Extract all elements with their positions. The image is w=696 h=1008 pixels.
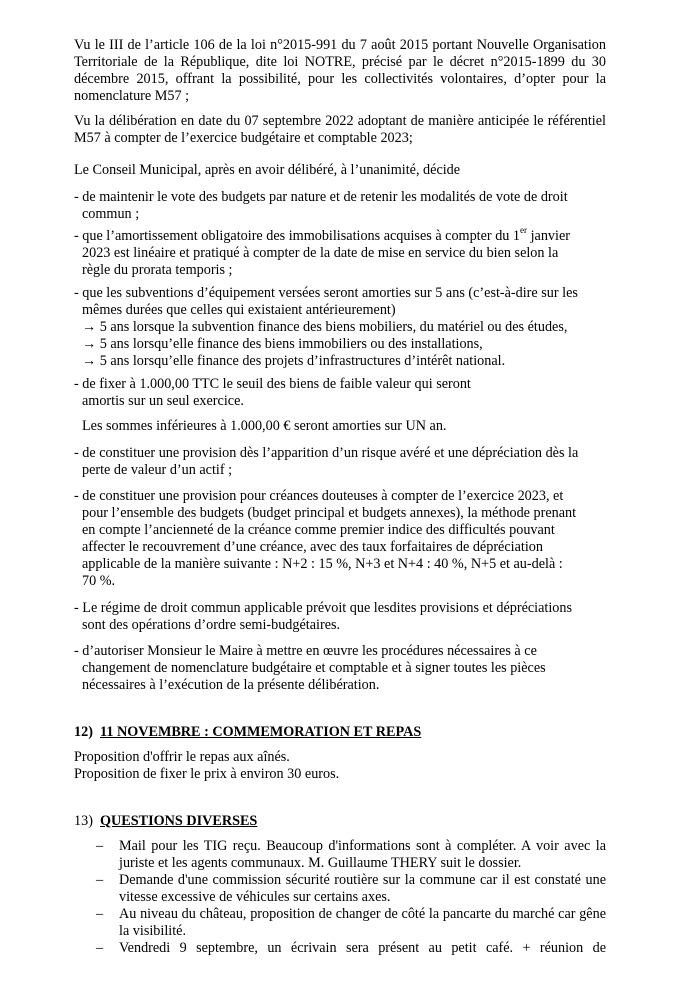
- section-number: 13): [74, 813, 93, 829]
- section-title: 11 NOVEMBRE : COMMEMORATION ET REPAS: [100, 724, 422, 740]
- decision-line: 2023 est linéaire et pratiqué à compter de la date de mise en service du bien selon la: [82, 245, 559, 261]
- decision-vote-budgets: [74, 189, 606, 223]
- decision-provision-risque: [74, 445, 606, 479]
- superscript-er: er: [520, 225, 528, 235]
- vu-paragraph-loi-notre: Vu le III de l’article 106 de la loi n°2015-991 du 7 août 2015 portant Nouvelle Organisation Territoriale de la République, dite loi NOTRE, précisé par le décret n°2015-1899 du 30 décembre 2015, offrant la possibilité, pour les collectivités volontaires, d’opter pour la nomenclature M57 ;: [74, 37, 606, 104]
- decision-line: - de maintenir le vote des budgets par nature et de retenir les modalités de vote de droit: [74, 189, 568, 205]
- decision-line: commun ;: [82, 206, 140, 222]
- decision-regime-droit-commun: [74, 600, 606, 634]
- section-12-heading: [74, 724, 606, 741]
- decision-line: - d’autoriser Monsieur le Maire à mettre en œuvre les procédures nécessaires à ce: [74, 643, 537, 659]
- decision-line: - que l’amortissement obligatoire des immobilisations acquises à compter du 1er janvier: [74, 225, 570, 244]
- decision-line: - de constituer une provision pour créances douteuses à compter de l’exercice 2023, et: [74, 488, 564, 504]
- decision-line: nécessaires à l’exécution de la présente délibération.: [82, 677, 380, 693]
- section-number: 12): [74, 724, 93, 740]
- decision-line: applicable de la manière suivante : N+2 : 15 %, N+3 et N+4 : 40 %, N+5 et au-delà :: [82, 556, 563, 572]
- decision-line: pour l’ensemble des budgets (budget principal et budgets annexes), la méthode prenant: [82, 505, 577, 521]
- arrow-line: → 5 ans lorsqu’elle finance des biens immobiliers ou des installations,: [82, 336, 483, 352]
- decision-note-sommes: Les sommes inférieures à 1.000,00 € seront amorties sur UN an.: [82, 418, 447, 434]
- arrow-line: → 5 ans lorsqu’elle finance des projets d’infrastructures d’intérêt national.: [82, 353, 506, 369]
- decision-creances-douteuses: [74, 488, 606, 590]
- list-item: – Mail pour les TIG reçu. Beaucoup d'informations sont à compléter. A voir avec la juriste et les agents communaux. M. Guillaume THERY suit le dossier.: [96, 838, 606, 871]
- vu-paragraph-deliberation: Vu la délibération en date du 07 septembre 2022 adoptant de manière anticipée le référentiel M57 à compter de l’exercice budgétaire et comptable 2023;: [74, 113, 606, 146]
- decision-seuil-faible-valeur: [74, 376, 606, 410]
- dash-bullet-icon: –: [96, 906, 104, 922]
- section-line: Proposition d'offrir le repas aux aînés.: [74, 749, 290, 765]
- decision-line: changement de nomenclature budgétaire et comptable et à signer toutes les pièces: [82, 660, 546, 676]
- decision-line: - de constituer une provision dès l’apparition d’un risque avéré et une dépréciation dès la: [74, 445, 579, 461]
- decision-line: amortis sur un seul exercice.: [82, 393, 244, 409]
- decision-line: - Le régime de droit commun applicable prévoit que lesdites provisions et dépréciations: [74, 600, 572, 616]
- decision-line: mêmes durées que celles qui existaient antérieurement): [82, 302, 396, 318]
- section-line: Proposition de fixer le prix à environ 30 euros.: [74, 766, 340, 782]
- questions-diverses-list: [96, 838, 606, 957]
- section-12-body: [74, 749, 606, 783]
- arrow-line: → 5 ans lorsque la subvention finance des biens mobiliers, du matériel ou des études,: [82, 319, 568, 335]
- dash-bullet-icon: –: [96, 940, 104, 956]
- section-13-heading: [74, 813, 606, 830]
- decision-line: 70 %.: [82, 573, 116, 589]
- decision-line: perte de valeur d’un actif ;: [82, 462, 233, 478]
- dash-bullet-icon: –: [96, 838, 104, 854]
- decision-amortissement: [74, 225, 606, 279]
- decision-line: - que les subventions d’équipement versées seront amorties sur 5 ans (c’est-à-dire sur les: [74, 285, 578, 301]
- decision-line: règle du prorata temporis ;: [82, 262, 233, 278]
- list-item: – Vendredi 9 septembre, un écrivain sera présent au petit café. + réunion de: [96, 940, 606, 956]
- decision-line: - de fixer à 1.000,00 TTC le seuil des biens de faible valeur qui seront: [74, 376, 471, 392]
- section-title: QUESTIONS DIVERSES: [100, 813, 258, 829]
- decision-line: affecter le recouvrement d’une créance, avec des taux forfaitaires de dépréciation: [82, 539, 543, 555]
- council-intro: Le Conseil Municipal, après en avoir délibéré, à l’unanimité, décide: [74, 162, 461, 178]
- list-item: – Demande d'une commission sécurité routière sur la commune car il est constaté une vitesse excessive de véhicules sur certains axes.: [96, 872, 606, 905]
- decision-line: en compte l’ancienneté de la créance comme premier indice des difficultés pouvant: [82, 522, 555, 538]
- dash-bullet-icon: –: [96, 872, 104, 888]
- decision-subventions: [74, 285, 606, 370]
- decision-autorisation-maire: [74, 643, 606, 694]
- decision-line: sont des opérations d’ordre semi-budgétaires.: [82, 617, 341, 633]
- list-item: – Au niveau du château, proposition de changer de côté la pancarte du marché car gêne la visibilité.: [96, 906, 606, 939]
